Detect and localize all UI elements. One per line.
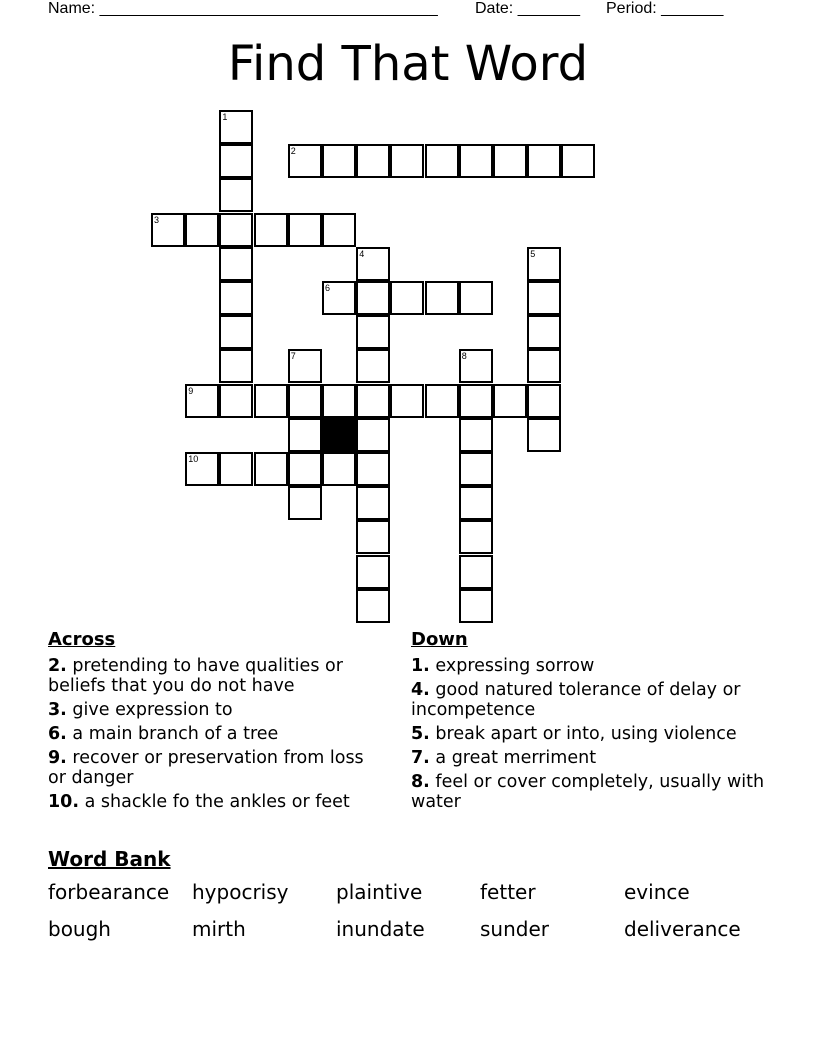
crossword-cell[interactable] xyxy=(219,452,253,486)
crossword-cell[interactable] xyxy=(322,384,356,418)
page-title: Find That Word xyxy=(227,36,589,92)
clue-number: 4 xyxy=(359,248,365,259)
crossword-cell[interactable] xyxy=(425,384,459,418)
clue-down-8: 8. feel or cover completely, usually with water xyxy=(411,772,765,812)
crossword-cell[interactable] xyxy=(219,144,253,178)
clue-down-5: 5. break apart or into, using violence xyxy=(411,724,737,744)
crossword-cell[interactable] xyxy=(459,384,493,418)
crossword-cell[interactable] xyxy=(356,452,390,486)
crossword-cell[interactable] xyxy=(459,418,493,452)
across-heading: Across xyxy=(48,629,116,650)
crossword-cell[interactable] xyxy=(254,384,288,418)
clue-number: 2 xyxy=(290,146,296,157)
date-field[interactable]: Date: _______ xyxy=(475,0,580,17)
crossword-cell[interactable] xyxy=(356,418,390,452)
down-clues xyxy=(411,628,771,816)
crossword-cell[interactable] xyxy=(185,213,219,247)
crossword-cell[interactable] xyxy=(219,384,253,418)
crossword-cell[interactable] xyxy=(322,281,356,315)
word-bank-item: hypocrisy xyxy=(192,880,289,904)
word-bank-item: inundate xyxy=(336,917,425,941)
crossword-cell[interactable] xyxy=(288,452,322,486)
word-bank-item: plaintive xyxy=(336,880,423,904)
crossword-cell[interactable] xyxy=(356,281,390,315)
crossword-cell[interactable] xyxy=(493,384,527,418)
word-bank-heading: Word Bank xyxy=(48,847,171,871)
crossword-cell[interactable] xyxy=(288,213,322,247)
crossword-cell[interactable] xyxy=(390,144,424,178)
crossword-cell[interactable] xyxy=(254,213,288,247)
crossword-cell[interactable] xyxy=(459,486,493,520)
clue-down-1: 1. expressing sorrow xyxy=(411,656,595,676)
clue-across-9: 9. recover or preservation from loss or danger xyxy=(48,748,364,788)
crossword-cell[interactable] xyxy=(288,384,322,418)
crossword-cell[interactable] xyxy=(356,486,390,520)
crossword-cell[interactable] xyxy=(288,349,322,383)
crossword-cell[interactable] xyxy=(219,281,253,315)
crossword-cell[interactable] xyxy=(254,452,288,486)
crossword-cell[interactable] xyxy=(527,315,561,349)
crossword-cell[interactable] xyxy=(527,247,561,281)
word-bank-item: forbearance xyxy=(48,880,170,904)
crossword-cell[interactable] xyxy=(527,349,561,383)
crossword-cell[interactable] xyxy=(425,281,459,315)
crossword-cell[interactable] xyxy=(322,213,356,247)
crossword-cell[interactable] xyxy=(356,247,390,281)
word-bank-item: sunder xyxy=(480,917,549,941)
crossword-cell[interactable] xyxy=(459,349,493,383)
crossword-cell[interactable] xyxy=(390,281,424,315)
word-bank-item: mirth xyxy=(192,917,246,941)
crossword-cell[interactable] xyxy=(185,452,219,486)
crossword-cell[interactable] xyxy=(459,452,493,486)
crossword-cell[interactable] xyxy=(356,144,390,178)
crossword-cell[interactable] xyxy=(459,589,493,623)
clue-across-6: 6. a main branch of a tree xyxy=(48,724,279,744)
crossword-cell[interactable] xyxy=(322,144,356,178)
crossword-cell[interactable] xyxy=(219,178,253,212)
crossword-cell[interactable] xyxy=(219,110,253,144)
crossword-cell[interactable] xyxy=(459,281,493,315)
word-bank-item: deliverance xyxy=(624,917,741,941)
crossword-cell[interactable] xyxy=(219,349,253,383)
crossword-cell[interactable] xyxy=(425,144,459,178)
crossword-cell[interactable] xyxy=(561,144,595,178)
crossword-cell[interactable] xyxy=(356,555,390,589)
name-field[interactable]: Name: ______________________________________ xyxy=(48,0,438,17)
crossword-cell[interactable] xyxy=(356,589,390,623)
word-bank-item: evince xyxy=(624,880,690,904)
clue-down-4: 4. good natured tolerance of delay or incompetence xyxy=(411,680,741,720)
clue-number: 6 xyxy=(325,283,331,293)
word-bank-item: bough xyxy=(48,917,111,941)
clue-down-7: 7. a great merriment xyxy=(411,748,597,768)
crossword-cell[interactable] xyxy=(356,349,390,383)
clue-number: 8 xyxy=(461,351,467,362)
crossword-cell[interactable] xyxy=(390,384,424,418)
crossword-cell[interactable] xyxy=(322,452,356,486)
crossword-cell[interactable] xyxy=(288,144,322,178)
crossword-cell[interactable] xyxy=(288,486,322,520)
clue-number: 1 xyxy=(222,112,228,122)
across-clues xyxy=(48,628,378,816)
crossword-cell[interactable] xyxy=(527,418,561,452)
clue-across-10: 10. a shackle fo the ankles or feet xyxy=(48,792,350,812)
crossword-cell[interactable] xyxy=(493,144,527,178)
clue-across-3: 3. give expression to xyxy=(48,700,233,720)
clue-number: 10 xyxy=(188,454,199,464)
word-bank-item: fetter xyxy=(480,880,536,904)
clue-number: 3 xyxy=(154,214,160,225)
clue-across-2: 2. pretending to have qualities or beliefs that you do not have xyxy=(48,656,343,696)
crossword-cell[interactable] xyxy=(356,520,390,554)
crossword-cell[interactable] xyxy=(356,384,390,418)
clue-number: 5 xyxy=(530,248,536,259)
crossword-cell[interactable] xyxy=(459,144,493,178)
down-heading: Down xyxy=(411,629,468,650)
crossword-cell[interactable] xyxy=(459,520,493,554)
word-bank xyxy=(48,880,788,942)
crossword-cell[interactable] xyxy=(527,281,561,315)
crossword-cell[interactable] xyxy=(288,418,322,452)
clue-number: 7 xyxy=(290,351,296,362)
black-square xyxy=(322,418,356,452)
crossword-cell[interactable] xyxy=(219,247,253,281)
clue-number: 9 xyxy=(188,385,194,396)
crossword-cell[interactable] xyxy=(527,384,561,418)
crossword-cell[interactable] xyxy=(219,315,253,349)
crossword-cell[interactable] xyxy=(151,213,185,247)
crossword-cell[interactable] xyxy=(219,213,253,247)
crossword-cell[interactable] xyxy=(356,315,390,349)
crossword-cell[interactable] xyxy=(527,144,561,178)
crossword-cell[interactable] xyxy=(459,555,493,589)
crossword-cell[interactable] xyxy=(185,384,219,418)
period-field[interactable]: Period: _______ xyxy=(606,0,724,17)
